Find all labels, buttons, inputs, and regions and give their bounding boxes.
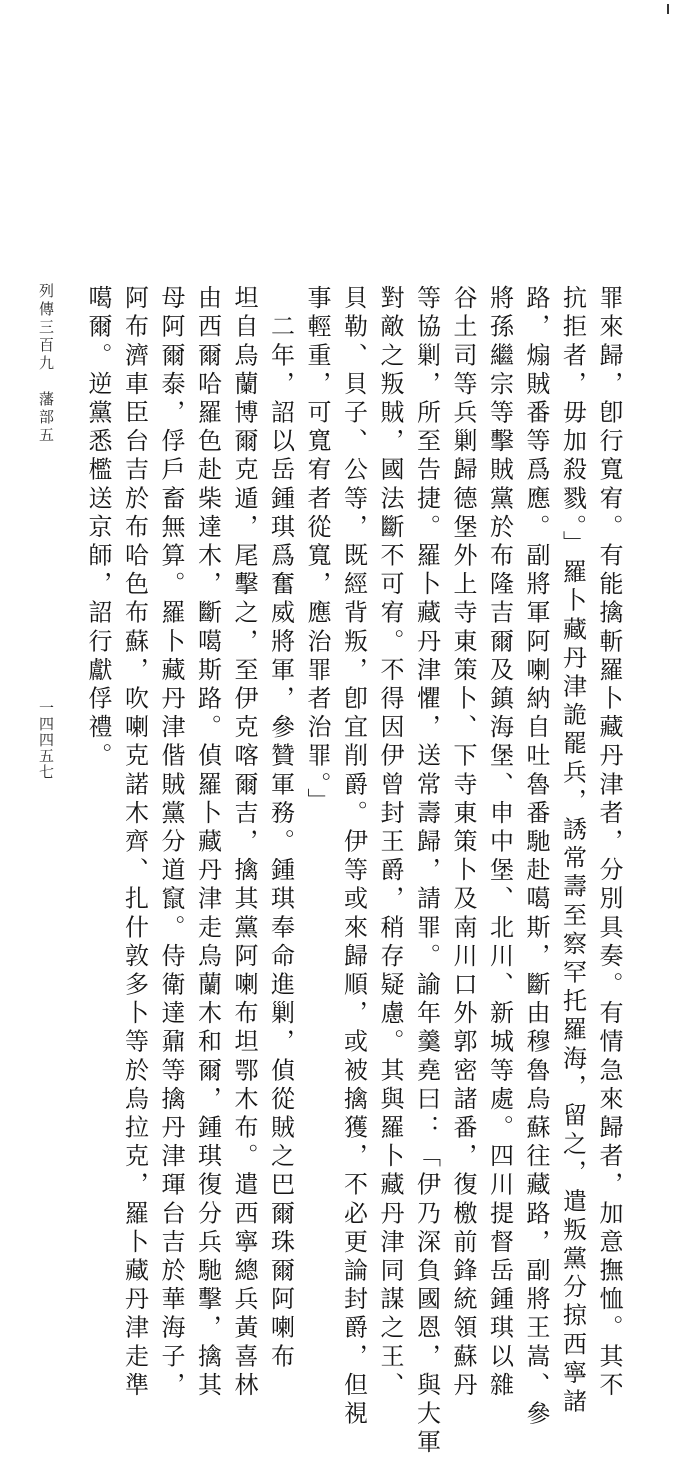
main-text bbox=[31, 285, 623, 1458]
text-column: 坦自烏蘭博爾克遁，尾擊之，至伊克喀爾吉，擒其黨阿喇布坦鄂木布。遣西寧總兵黃喜林 bbox=[230, 285, 258, 1401]
text-column: 罪來歸，卽行寬宥。有能擒斬羅卜藏丹津者，分別具奏。有情急來歸者，加意撫恤。其不 bbox=[595, 285, 623, 1401]
text-column: 事輕重，可寬宥者從寬，應治罪者治罪。」 bbox=[303, 285, 331, 817]
text-column: 母阿爾泰，俘戶畜無算。羅卜藏丹津偕賊黨分道竄。侍衛達鼐等擒丹津琿台吉於華海子， bbox=[157, 285, 185, 1401]
text-column: 對敵之叛賊，國法斷不可宥。不得因伊曾封王爵，稍存疑慮。其與羅卜藏丹津同謀之王、 bbox=[376, 285, 404, 1401]
header-section: 藩部五 bbox=[37, 391, 55, 445]
text-column: 路，煽賊番等爲應。副將軍阿喇納自吐魯番馳赴噶斯，斷由穆魯烏蘇往藏路，副將王嵩、參 bbox=[522, 285, 550, 1429]
text-column: 谷土司等兵剿歸德堡外上寺東策卜、下寺東策卜及南川口外郭密諸番，復檄前鋒統領蘇丹 bbox=[449, 285, 477, 1401]
corner-mark bbox=[667, 4, 675, 14]
page-number: 一四四五七 bbox=[37, 700, 55, 780]
text-column: 等協剿，所至告捷。羅卜藏丹津懼，送常壽歸，請罪。諭年羹堯曰：「伊乃深負國恩，與大軍 bbox=[412, 285, 441, 1458]
text-column: 阿布濟車臣台吉於布哈色布蘇，吹喇克諾木齊、扎什敦多卜等於烏拉克，羅卜藏丹津走準 bbox=[120, 285, 149, 1401]
text-column: 抗拒者，毋加殺戮。」羅卜藏丹津詭罷兵，誘常壽至察罕托羅海，留之，遣叛黨分掠西寧諸 bbox=[558, 285, 587, 1417]
header-book: 列傳三百九 bbox=[37, 283, 55, 373]
text-column: 噶爾。逆黨悉檻送京師，詔行獻俘禮。 bbox=[84, 285, 112, 772]
text-column: 由西爾哈羅色赴柴達木，斷噶斯路。偵羅卜藏丹津走烏蘭木和爾，鍾琪復分兵馳擊，擒其 bbox=[193, 285, 222, 1401]
text-column: 二年，詔以岳鍾琪爲奮威將軍，參贊軍務。鍾琪奉命進剿，偵從賊之巴爾珠爾阿喇布 bbox=[266, 285, 295, 1372]
text-column: 貝勒、貝子、公等，既經背叛，卽宜削爵。伊等或來歸順，或被擒獲，不必更論封爵，但視 bbox=[339, 285, 368, 1429]
text-column: 將孫繼宗等擊賊黨於布隆吉爾及鎮海堡、申中堡、北川、新城等處。四川提督岳鍾琪以雜 bbox=[485, 285, 514, 1401]
